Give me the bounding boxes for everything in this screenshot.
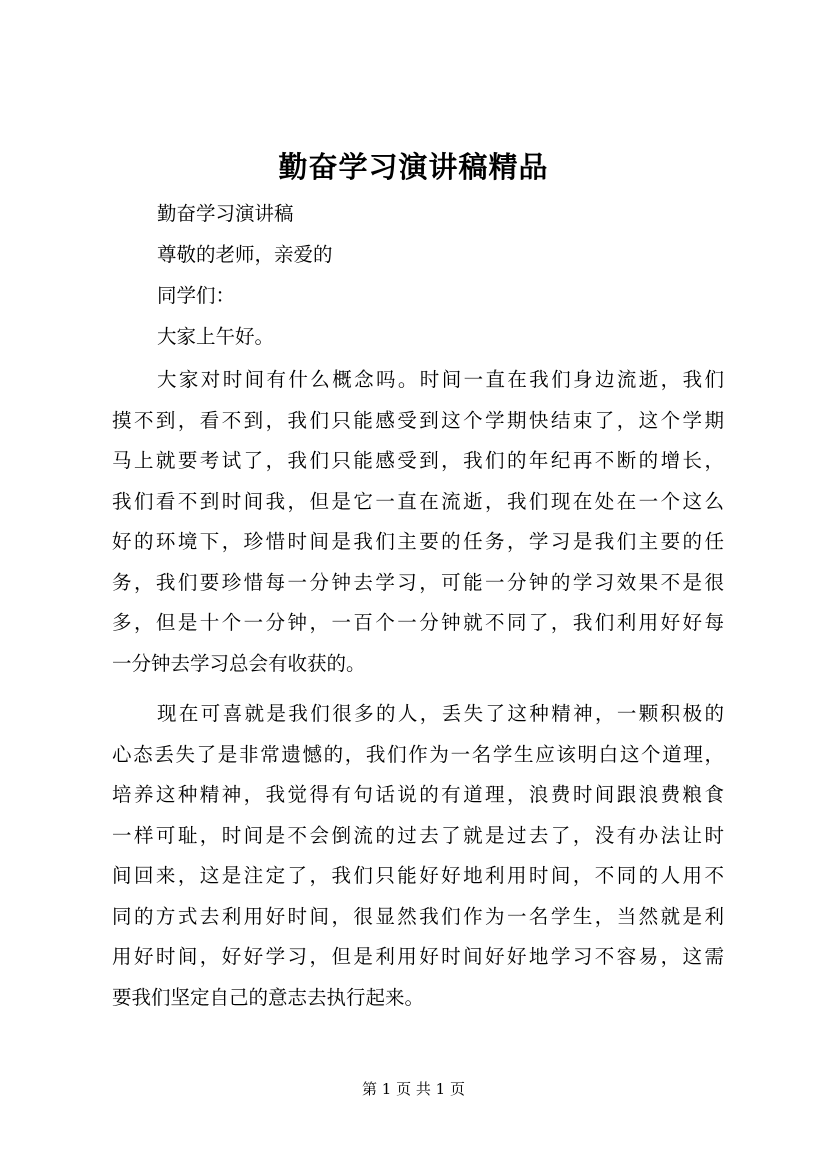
- paragraph-line: 大家对时间有什么概念吗。时间一直在我们身边流逝，我们: [157, 368, 724, 391]
- body-paragraph: [112, 360, 724, 684]
- intro-line: 大家上午好。: [157, 325, 275, 348]
- paragraph-line: 多，但是十个一分钟，一百个一分钟就不同了，我们利用好好每: [112, 611, 724, 634]
- paragraph-line: 间回来，这是注定了，我们只能好好地利用时间，不同的人用不: [112, 864, 724, 887]
- paragraph-line: 一分钟去学习总会有收获的。: [112, 651, 366, 675]
- paragraph-line: 同的方式去利用好时间，很显然我们作为一名学生，当然就是利: [112, 904, 724, 928]
- page-footer: 第 1 页 共 1 页: [362, 1080, 465, 1098]
- paragraph-line: 培养这种精神，我觉得有句话说的有道理，浪费时间跟浪费粮食: [112, 783, 724, 806]
- intro-line: 尊敬的老师，亲爱的: [157, 243, 333, 266]
- intro-line: 勤奋学习演讲稿: [157, 202, 294, 225]
- intro-line: 同学们：: [157, 284, 236, 307]
- paragraph-line: 摸不到，看不到，我们只能感受到这个学期快结束了，这个学期: [112, 408, 724, 432]
- paragraph-line: 现在可喜就是我们很多的人，丢失了这种精神，一颗积极的: [157, 702, 724, 725]
- paragraph-line: 务，我们要珍惜每一分钟去学习，可能一分钟的学习效果不是很: [112, 570, 724, 594]
- document-title: 勤奋学习演讲稿精品: [278, 150, 549, 184]
- paragraph-line: 好的环境下，珍惜时间是我们主要的任务，学习是我们主要的任: [112, 530, 724, 553]
- paragraph-line: 用好时间，好好学习，但是利用好时间好好地学习不容易，这需: [112, 945, 724, 968]
- paragraph-line: 我们看不到时间我，但是它一直在流逝，我们现在处在一个这么: [112, 489, 724, 513]
- paragraph-line: 要我们坚定自己的意志去执行起来。: [112, 985, 425, 1009]
- paragraph-line: 心态丢失了是非常遗憾的，我们作为一名学生应该明白这个道理，: [112, 742, 724, 766]
- paragraph-line: 一样可耻，时间是不会倒流的过去了就是过去了，没有办法让时: [112, 823, 724, 847]
- paragraph-line: 马上就要考试了，我们只能感受到，我们的年纪再不断的增长，: [112, 449, 724, 472]
- body-paragraph: [112, 694, 724, 1018]
